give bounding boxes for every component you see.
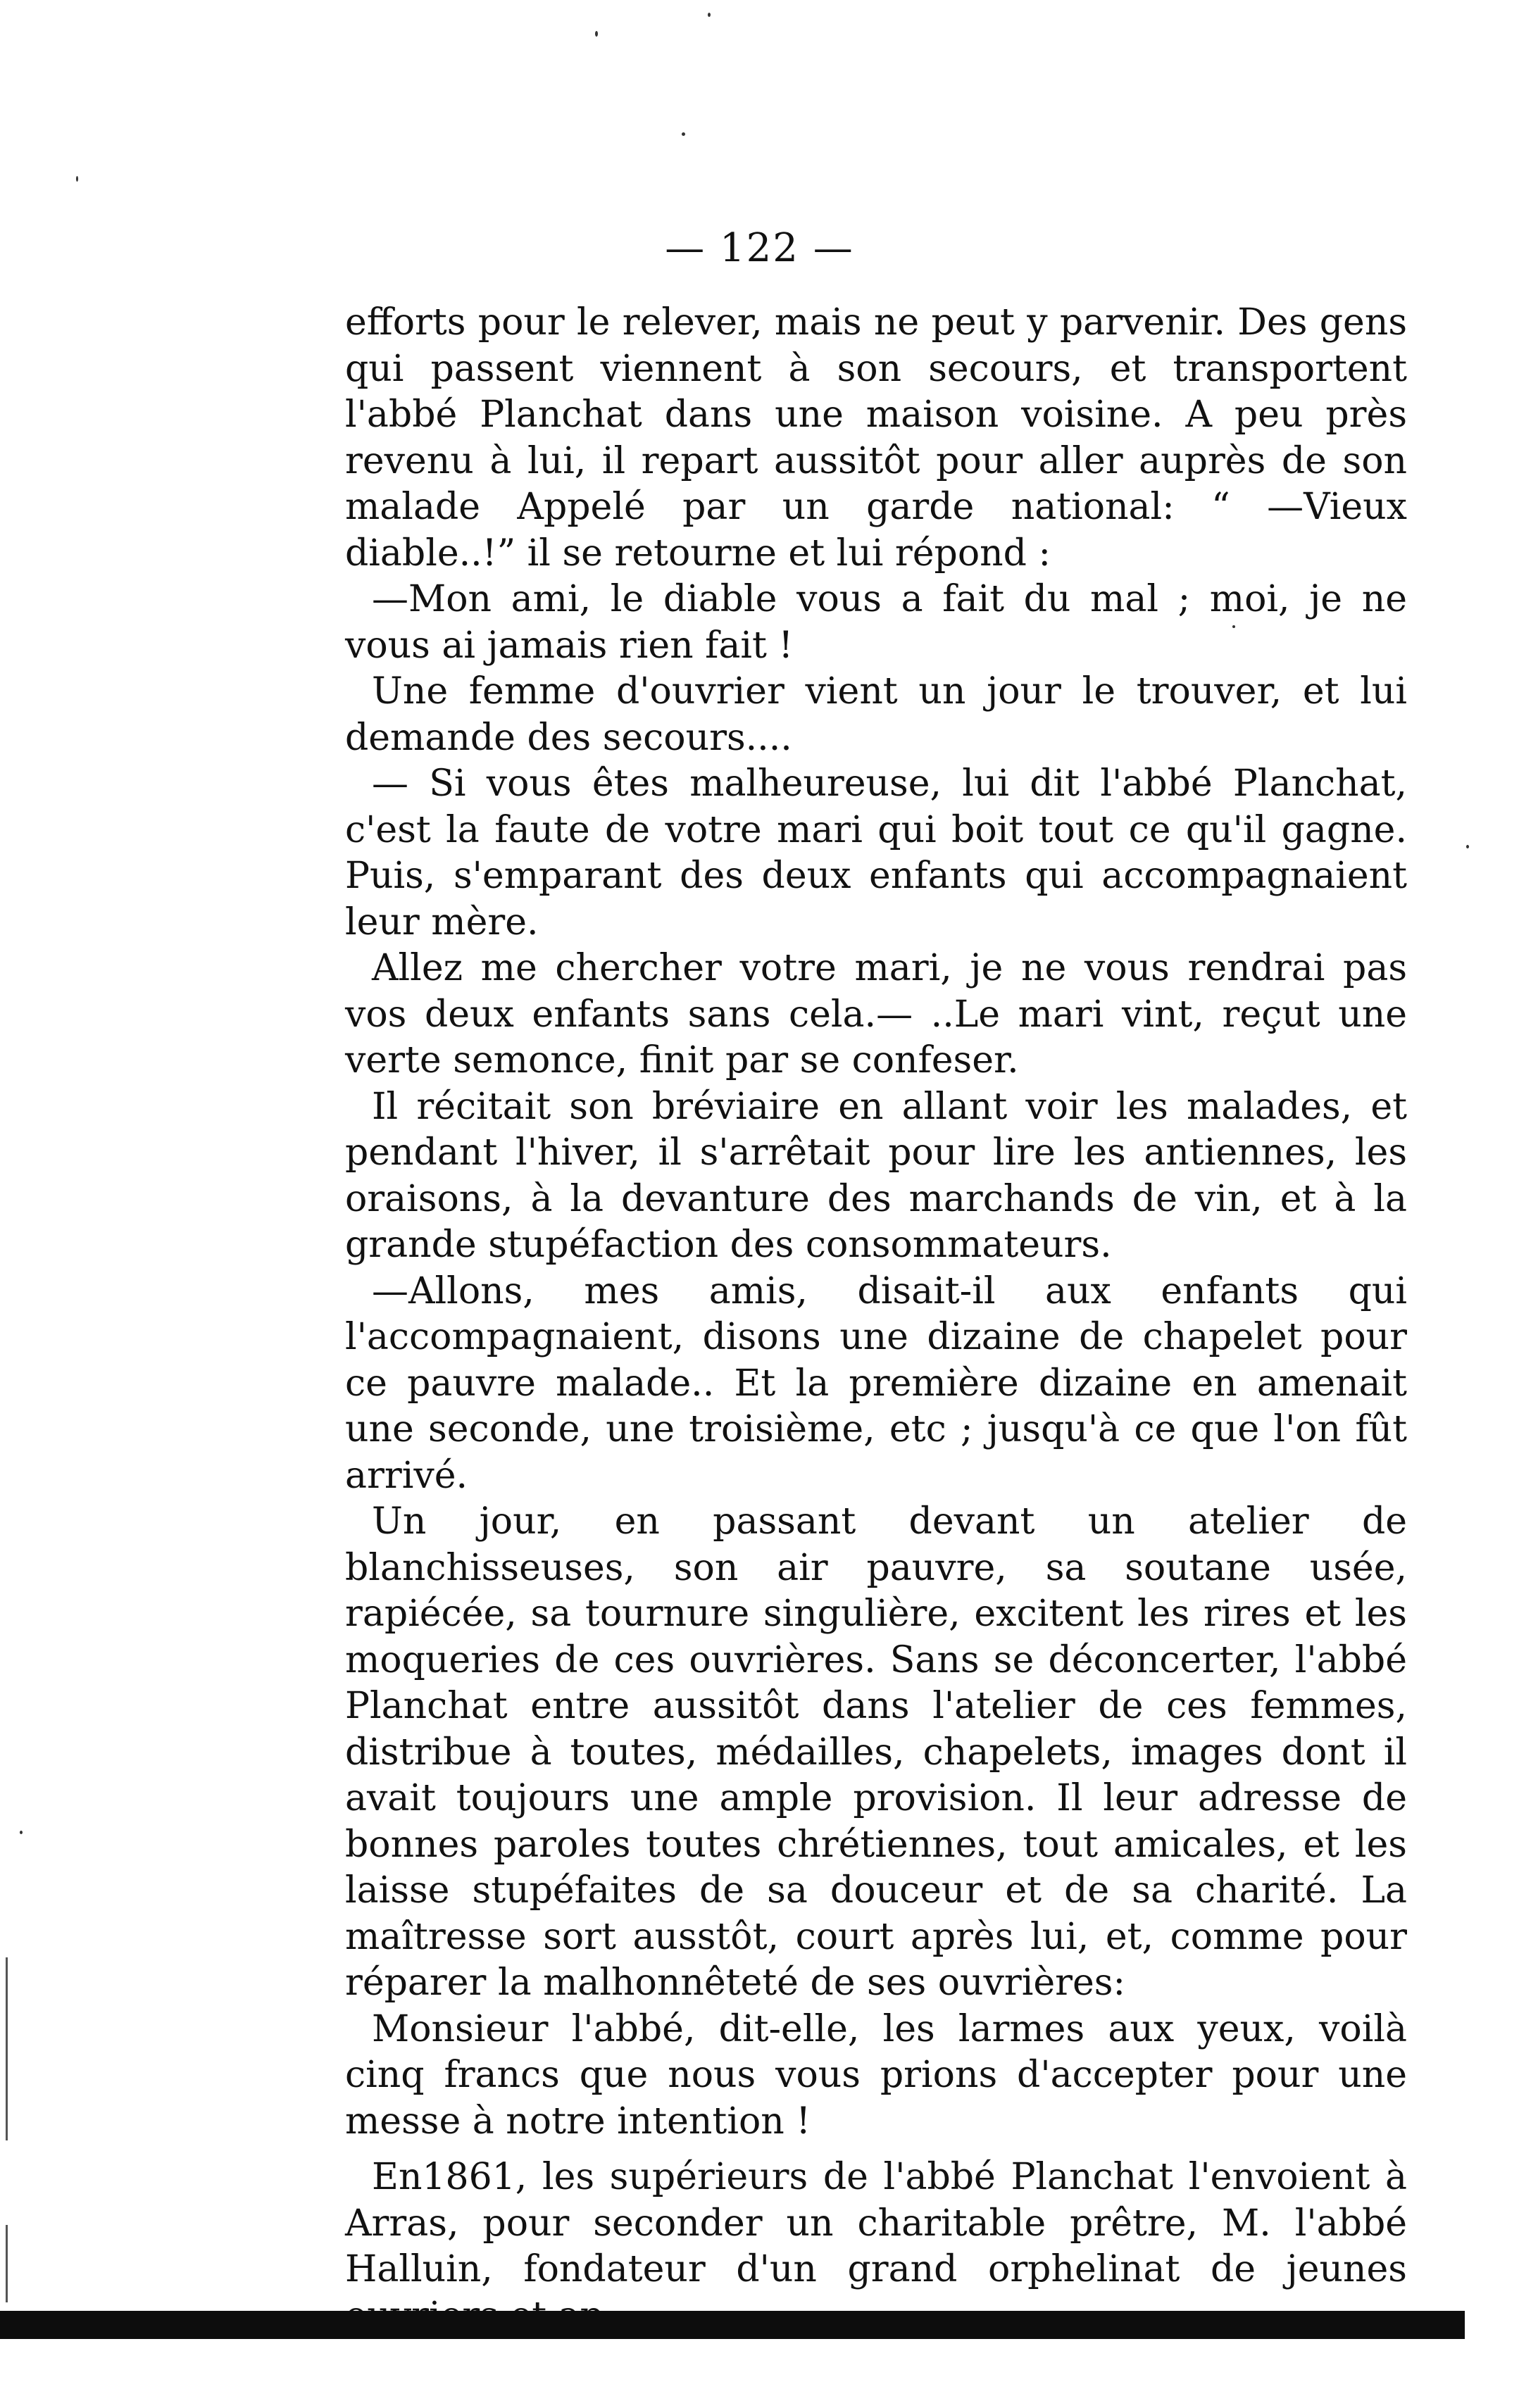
paragraph: Allez me chercher votre mari, je ne vous rendrai pas vos deux enfants sans cela.— ..Le mari vint, reçut une verte semonce, finit par se confeser. [345, 947, 1407, 1081]
ink-speck [595, 31, 598, 37]
paragraph: Il récitait son bréviaire en allant voir les malades, et pendant l'hiver, il s'arrêtait pour lire les antiennes, les oraisons, à la devanture des marchands de vin, et à la grande stupéfaction des consommateurs. [345, 1085, 1407, 1266]
paragraph: —Allons, mes amis, disait-il aux enfants qui l'accompagnaient, disons une dizaine de chapelet pour ce pauvre malade.. Et la première dizaine en amenait une seconde, une troisième, etc ; jusqu'à ce que l'on fût arrivé. [345, 1269, 1407, 1497]
page-edge-mark [6, 2225, 8, 2302]
ink-speck [1466, 845, 1469, 848]
paragraph: —Mon ami, le diable vous a fait du mal ; moi, je ne vous ai jamais rien fait ! [345, 578, 1407, 667]
ink-speck [682, 132, 685, 136]
ink-speck [20, 1831, 23, 1834]
paragraph: Monsieur l'abbé, dit-elle, les larmes aux yeux, voilà cinq francs que nous vous prions d'accepter pour une messe à notre intention ! [345, 2007, 1407, 2143]
body-text [345, 300, 1407, 2339]
paragraph: En1861, les supérieurs de l'abbé Planchat l'envoient à Arras, pour seconder un charitable prêtre, M. l'abbé Halluin, fondateur d'un grand orphelinat de jeunes [345, 2156, 1407, 2290]
ink-speck [708, 13, 711, 17]
paragraph: Une femme d'ouvrier vient un jour le trouver, et lui demande des secours.... [345, 670, 1407, 759]
paragraph: — Si vous êtes malheureuse, lui dit l'abbé Planchat, c'est la faute de votre mari qui boit tout ce qu'il gagne. Puis, s'emparant des deux enfants qui accompagnaient leur mère. [345, 763, 1407, 943]
paragraph: Un jour, en passant devant un atelier de blanchisseuses, son air pauvre, sa soutane usée, rapiécée, sa tournure singulière, excitent les rires et les moqueries de ces ouvrières. Sans se déconcerter, l'abbé Planchat entre aussitôt dans l'atelier de ces femmes, distribue à toutes, médailles, chapelets, images dont il avait toujours une ample provision. Il leur adresse de bonnes paroles toutes chrétiennes, tout amicales, et les laisse stupéfaites de sa douceur et de sa charité. La maîtresse sort ausstôt, court après lui, et, comme pour réparer la malhonnêteté de ses ouvrières: [345, 1500, 1407, 2004]
paragraph: efforts pour le relever, mais ne peut y parvenir. Des gens qui passent viennent à son secours, et transportent l'abbé Planchat dans une maison voisine. A peu près revenu à lui, il repart aussitôt pour aller auprès de son malade Appelé par un garde national: “ —Vieux diable..!” il se retourne et lui répond : [345, 301, 1407, 575]
scan-bottom-border [0, 2311, 1465, 2339]
ink-speck [76, 176, 78, 182]
page-number: — 122 — [665, 225, 854, 271]
page-edge-mark [6, 1957, 8, 2140]
